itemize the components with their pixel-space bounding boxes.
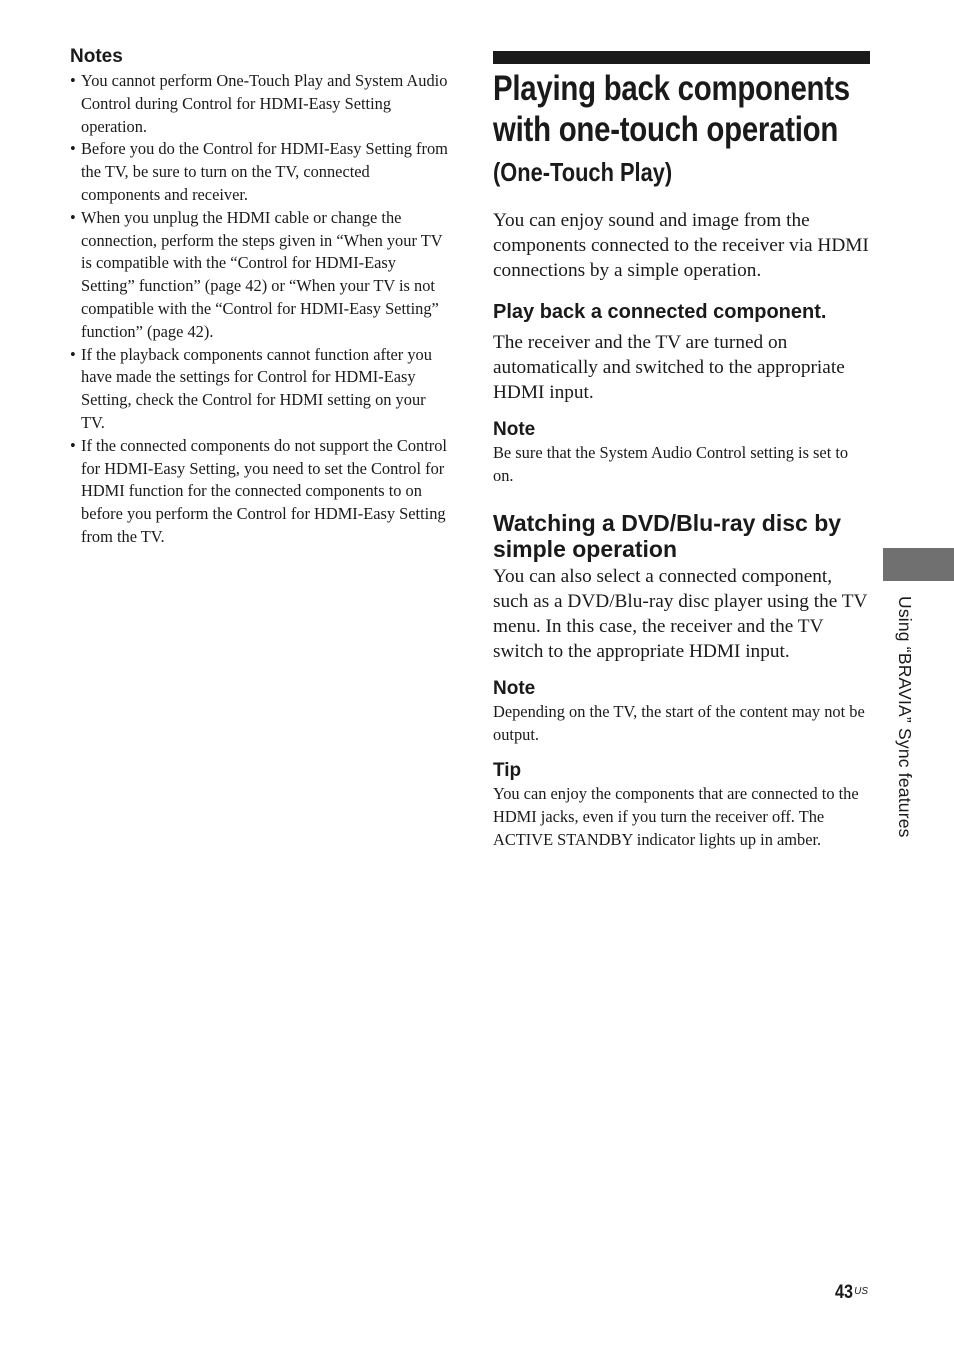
bullet-icon: • <box>70 435 76 455</box>
note-text: When you unplug the HDMI cable or change the connection, perform the steps given in “When your TV is compatible with the “Control for HDMI-Easy Setting” function” (page 42) or “When your TV is not compatible with the “Control for HDMI-Easy Setting” function” (page 42). <box>81 207 443 341</box>
note-text: If the connected components do not support the Control for HDMI-Easy Setting, you need to set the Control for HDMI function for the connected components to on before you perform the Control for HDMI-Easy Setting from the TV. <box>81 435 447 546</box>
page-title-line1: Playing back components <box>493 69 850 108</box>
note-item <box>70 70 450 138</box>
page-title <box>493 68 871 150</box>
page-subtitle: (One-Touch Play) <box>493 157 673 187</box>
note-text: If the playback components cannot function after you have made the settings for Control for HDMI-Easy Setting, check the Control for HDMI setting on your TV. <box>81 344 432 432</box>
bullet-icon: • <box>70 207 76 227</box>
note2-heading: Note <box>493 678 536 700</box>
intro-paragraph: You can enjoy sound and image from the components connected to the receiver via HDMI connections by a simple operation. <box>493 210 869 281</box>
bullet-icon: • <box>70 139 76 159</box>
main-section <box>493 51 871 851</box>
play-body: The receiver and the TV are turned on automatically and switched to the appropriate HDMI input. <box>493 332 845 403</box>
page-number-value: 43 <box>835 1282 853 1303</box>
tip-heading: Tip <box>493 760 522 782</box>
note1-body: Be sure that the System Audio Control setting is set to on. <box>493 443 849 485</box>
note1-heading: Note <box>493 419 536 440</box>
tip-body: You can enjoy the components that are connected to the HDMI jacks, even if you turn the receiver off. The ACTIVE STANDBY indicator lights up in amber. <box>493 784 859 849</box>
note-item <box>70 207 450 344</box>
note2-body: Depending on the TV, the start of the content may not be output. <box>493 702 865 744</box>
page-title-line2: with one-touch operation <box>493 110 839 149</box>
page-number-suffix: US <box>854 1286 869 1297</box>
bullet-icon: • <box>70 344 76 364</box>
note-item <box>70 344 450 435</box>
title-bar <box>493 51 870 64</box>
note-text: You cannot perform One-Touch Play and System Audio Control during Control for HDMI-Easy Setting operation. <box>81 71 448 136</box>
notes-section <box>70 46 450 549</box>
bullet-icon: • <box>70 71 76 90</box>
note-item <box>70 435 450 549</box>
side-section-label: Using “BRAVIA” Sync features <box>895 596 915 838</box>
note-text: Before you do the Control for HDMI-Easy Setting from the TV, be sure to turn on the TV, connected components and receiver. <box>81 139 448 204</box>
watch-heading: Watching a DVD/Blu-ray disc by simple operation <box>493 510 842 562</box>
notes-list <box>70 70 450 549</box>
play-heading: Play back a connected component. <box>493 301 827 323</box>
note-item <box>70 138 450 206</box>
side-tab-marker <box>883 548 954 581</box>
watch-body: You can also select a connected component, such as a DVD/Blu-ray disc player using the TV menu. In this case, the receiver and the TV switch to the appropriate HDMI input. <box>493 566 868 663</box>
notes-heading: Notes <box>70 46 123 67</box>
page-number <box>835 1282 868 1304</box>
